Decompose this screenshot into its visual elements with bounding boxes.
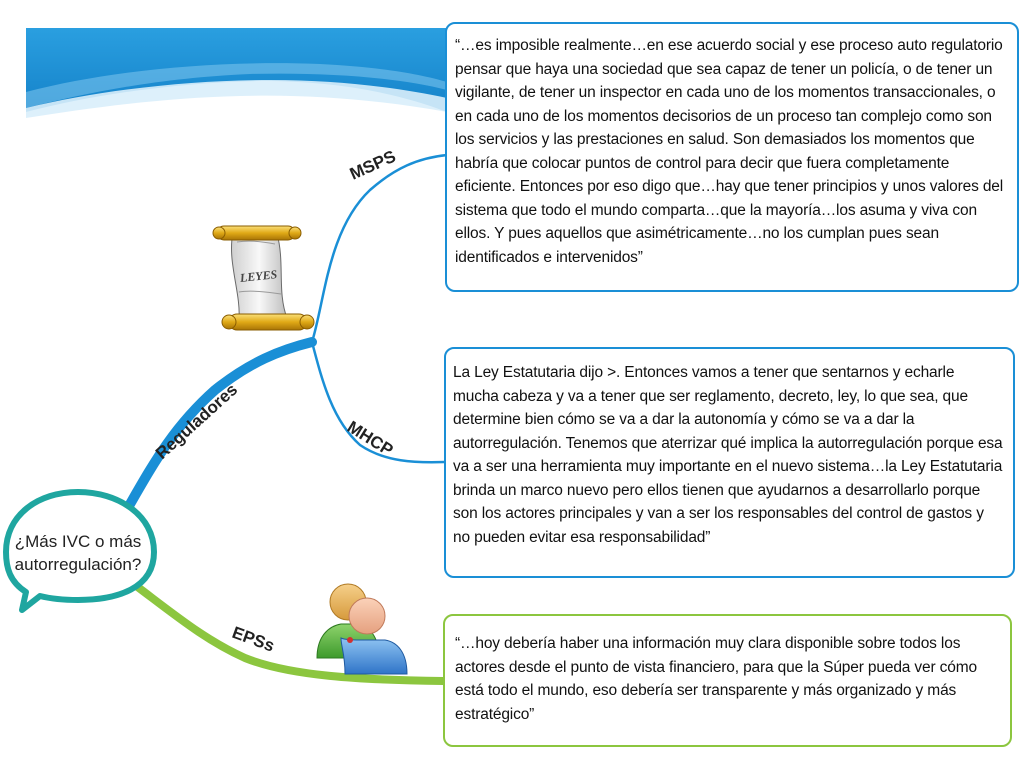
quote-box-eps [443, 614, 1012, 747]
quote-text-msps: “…es imposible realmente…en ese acuerdo social y ese proceso auto regulatorio pensar que haya una sociedad que sea capaz de tener un policía, o de tener un vigilante, de tener un inspector en cada uno de los momentos transaccionales, o en cada uno de los momentos decisorios de un proceso tan complejo como son los servicios y las prestaciones en salud. Son demasiados los momentos que habría que colocar puntos de control para decir que fuera completamente eficiente. Entonces por eso digo que…hay que tener principios y unos valores del sistema que todo el mundo comparta…que la mayoría…los asuma y viva con ellos. Y pues aquellos que asimétricamente…no los cumplan pues sean identificados e intervenidos” [455, 37, 1004, 266]
quote-box-msps [445, 22, 1019, 292]
people-group-icon [317, 584, 407, 674]
central-question [14, 530, 142, 576]
quote-box-mhcp [444, 347, 1015, 578]
header-wave-banner [26, 28, 447, 118]
quote-text-mhcp: La Ley Estatutaria dijo >. Entonces vamos a tener que sentarnos y echarle mucha cabeza y va a tener que ser reglamento, decreto, ley, lo que sea, que determine bien cómo se va a dar la autonomía y cómo se va a dar la autorregulación. Tenemos que aterrizar qué implica la autorregulación porque esa va a ser una herramienta muy importante en el nuevo sistema…la Ley Estatutaria brinda un marco nuevo pero ellos tienen que ayudarnos a desarrollarlo porque son los actores principales y van a ser los responsables del control de gastos y no pueden evitar esa responsabilidad” [453, 364, 1003, 546]
central-question-line-2: autorregulación? [14, 555, 142, 574]
quote-text-eps: “…hoy debería haber una información muy clara disponible sobre todos los actores desde el punto de vista financiero, para que la Súper pueda ver cómo está todo el mundo, eso debería ser transparente y más organizado y más estratégico” [455, 635, 977, 723]
branch-label-eps: EPSs [229, 622, 277, 656]
branch-label-reguladores: Reguladores [151, 379, 242, 463]
scroll-label: LEYES [239, 267, 278, 285]
law-scroll-icon [213, 226, 314, 330]
branch-label-mhcp: MHCP [343, 417, 397, 460]
central-question-line-1: ¿Más IVC o más [14, 532, 142, 551]
branch-label-msps: MSPS [346, 146, 399, 184]
